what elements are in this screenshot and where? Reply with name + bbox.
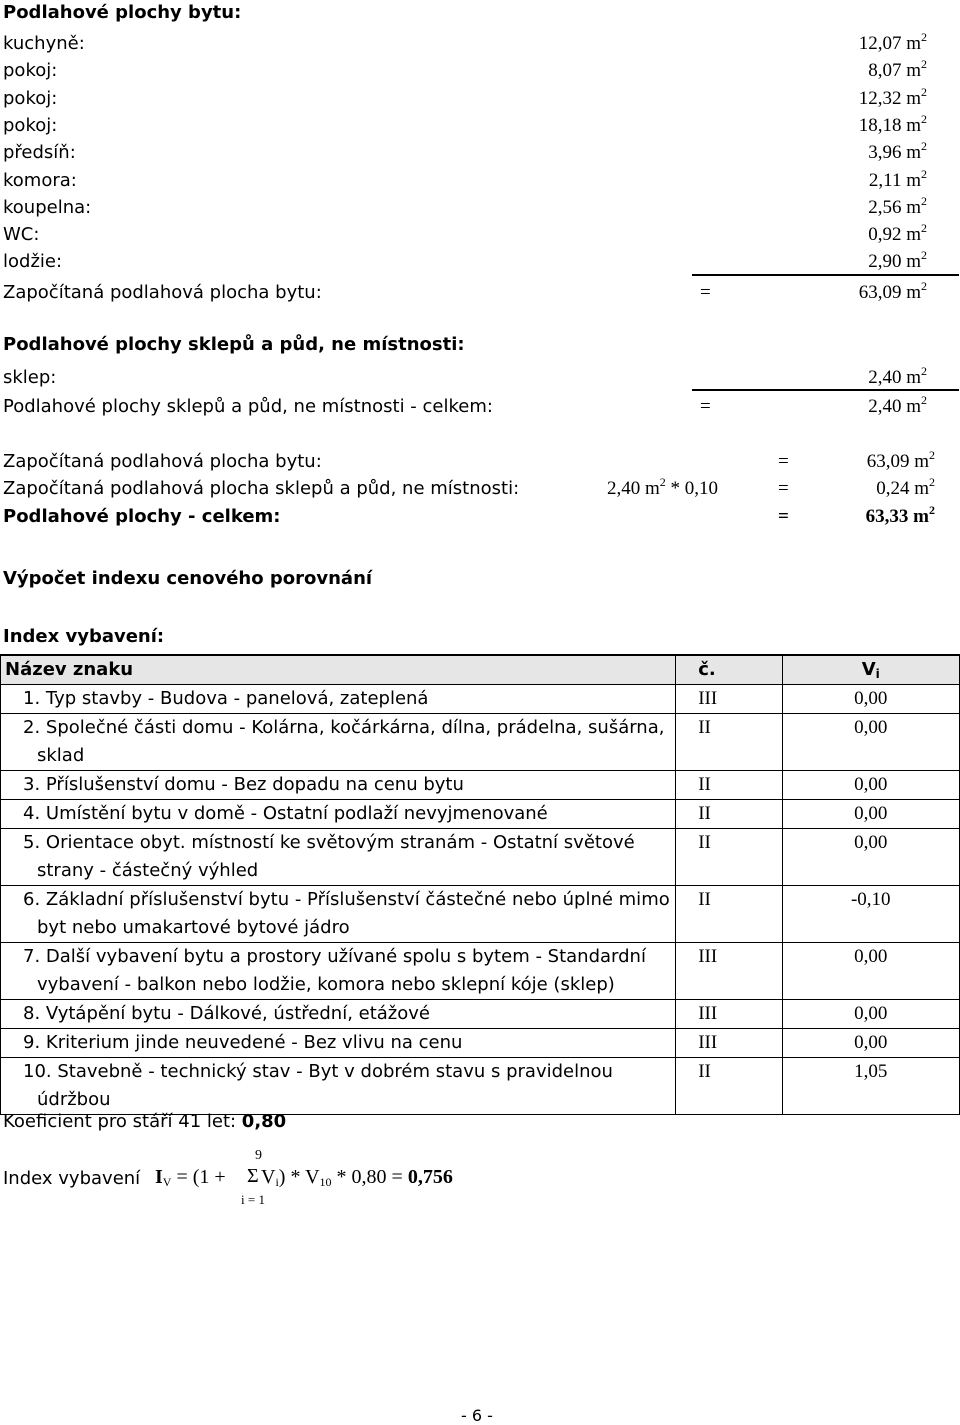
summary-row3-eq: =: [778, 506, 789, 527]
table-row: [1, 943, 960, 1000]
cellar-total-value: 2,40 $m^2$: [868, 393, 927, 417]
row-v: 0,00: [782, 771, 960, 800]
index-table: [0, 654, 960, 1115]
row-name: 9. Kriterium jinde neuvedené - Bez vlivu na cenu: [1, 1029, 676, 1058]
table-row: [1, 771, 960, 800]
room-label: předsíň:: [3, 142, 76, 163]
room-label: lodžie:: [3, 251, 63, 272]
room-label: pokoj:: [3, 115, 58, 136]
index-heading: Výpočet indexu cenového porovnání: [3, 568, 373, 589]
row-name: 6. Základní příslušenství bytu - Příslušenství částečné nebo úplné mimo byt nebo umakartové bytové jádro: [1, 886, 676, 943]
table-row: [1, 714, 960, 771]
row-name: 1. Typ stavby - Budova - panelová, zateplená: [1, 685, 676, 714]
sum-divider: [692, 274, 959, 276]
sigma-top: 9: [255, 1148, 262, 1163]
row-name: 10. Stavebně - technický stav - Byt v dobrém stavu s pravidelnou údržbou: [1, 1058, 676, 1115]
row-name: 4. Umístění bytu v domě - Ostatní podlaží nevyjmenované: [1, 800, 676, 829]
room-value: 2,90 $m^2$: [868, 248, 927, 272]
cellar-sum-divider: [692, 389, 959, 391]
table-row: [1, 1029, 960, 1058]
row-v: 0,00: [782, 1029, 960, 1058]
room-value: 2,11 $m^2$: [868, 167, 927, 191]
row-no: III: [676, 1000, 782, 1029]
sigma-bottom: i = 1: [241, 1192, 265, 1207]
room-value: 12,32 $m^2$: [858, 85, 927, 109]
floor-total-value: 63,09 $m^2$: [858, 279, 927, 303]
row-v: 0,00: [782, 829, 960, 886]
table-row: [1, 800, 960, 829]
cellar-item-label: sklep:: [3, 367, 57, 388]
table-row: [1, 1000, 960, 1029]
table-row: [1, 1058, 960, 1115]
row-name: 2. Společné části domu - Kolárna, kočárkárna, dílna, prádelna, sušárna, sklad: [1, 714, 676, 771]
summary-row1-eq: =: [778, 451, 789, 472]
row-no: II: [676, 1058, 782, 1115]
table-row: [1, 886, 960, 943]
table-row: [1, 829, 960, 886]
col-name-header: Název znaku: [1, 655, 676, 685]
col-no-header: č.: [676, 655, 782, 685]
row-no: III: [676, 685, 782, 714]
age-coefficient: Koeficient pro stáří 41 let: 0,80: [3, 1111, 287, 1132]
room-label: komora:: [3, 170, 77, 191]
row-no: II: [676, 829, 782, 886]
row-v: 0,00: [782, 1000, 960, 1029]
section-cellar-title: Podlahové plochy sklepů a půd, ne místnosti:: [3, 334, 465, 355]
row-v: -0,10: [782, 886, 960, 943]
summary-row3-label: Podlahové plochy - celkem:: [3, 506, 281, 527]
row-no: III: [676, 1029, 782, 1058]
room-value: 18,18 $m^2$: [858, 112, 927, 136]
room-value: 2,56 $m^2$: [868, 194, 927, 218]
row-v: 0,00: [782, 943, 960, 1000]
room-label: WC:: [3, 224, 40, 245]
summary-row2-eq: =: [778, 478, 789, 499]
row-no: III: [676, 943, 782, 1000]
summary-row2-value: 0,24 $m^2$: [876, 475, 935, 499]
row-v: 0,00: [782, 800, 960, 829]
room-label: kuchyně:: [3, 33, 85, 54]
row-name: 7. Další vybavení bytu a prostory užívané spolu s bytem - Standardní vybavení - balkon nebo lodžie, komora nebo sklepní kóje (sklep): [1, 943, 676, 1000]
row-no: II: [676, 771, 782, 800]
sigma-icon: Σ: [247, 1165, 259, 1187]
row-no: II: [676, 800, 782, 829]
index-table-header: [1, 655, 960, 685]
summary-row2-label: Započítaná podlahová plocha sklepů a půd, ne místnosti:: [3, 478, 520, 499]
floor-total-label: Započítaná podlahová plocha bytu:: [3, 282, 322, 303]
room-value: 12,07 $m^2$: [858, 30, 927, 54]
table-row: [1, 685, 960, 714]
col-v-header: $V_i$: [782, 655, 960, 685]
index-formula: Index vybavení $I_V = (1$ + 9 Σ i = 1 $V_i) * V_{10} * 0,80 = 0,756$: [3, 1148, 453, 1207]
summary-row2-calc: 2,40 $m^2 * 0,10$: [607, 475, 719, 499]
room-label: pokoj:: [3, 60, 58, 81]
room-value: 8,07 $m^2$: [868, 57, 927, 81]
cellar-total-label: Podlahové plochy sklepů a půd, ne místnosti - celkem:: [3, 396, 493, 417]
room-label: pokoj:: [3, 88, 58, 109]
room-value: 3,96 $m^2$: [868, 139, 927, 163]
cellar-item-value: 2,40 $m^2$: [868, 364, 927, 388]
row-v: 0,00: [782, 685, 960, 714]
row-v: 1,05: [782, 1058, 960, 1115]
row-name: 8. Vytápění bytu - Dálkové, ústřední, etážové: [1, 1000, 676, 1029]
summary-row1-label: Započítaná podlahová plocha bytu:: [3, 451, 322, 472]
section-floor-area-title: Podlahové plochy bytu:: [3, 2, 242, 23]
index-subheading: Index vybavení:: [3, 626, 165, 647]
room-label: koupelna:: [3, 197, 92, 218]
page-number: - 6 -: [461, 1406, 493, 1425]
row-name: 5. Orientace obyt. místností ke světovým stranám - Ostatní světové strany - částečný výhled: [1, 829, 676, 886]
summary-row1-value: 63,09 $m^2$: [866, 448, 935, 472]
row-no: II: [676, 714, 782, 771]
floor-total-eq: =: [700, 282, 711, 303]
row-no: II: [676, 886, 782, 943]
room-value: 0,92 $m^2$: [868, 221, 927, 245]
row-v: 0,00: [782, 714, 960, 771]
row-name: 3. Příslušenství domu - Bez dopadu na cenu bytu: [1, 771, 676, 800]
cellar-total-eq: =: [700, 396, 711, 417]
summary-row3-value: 63,33 $m^2$: [865, 503, 935, 527]
